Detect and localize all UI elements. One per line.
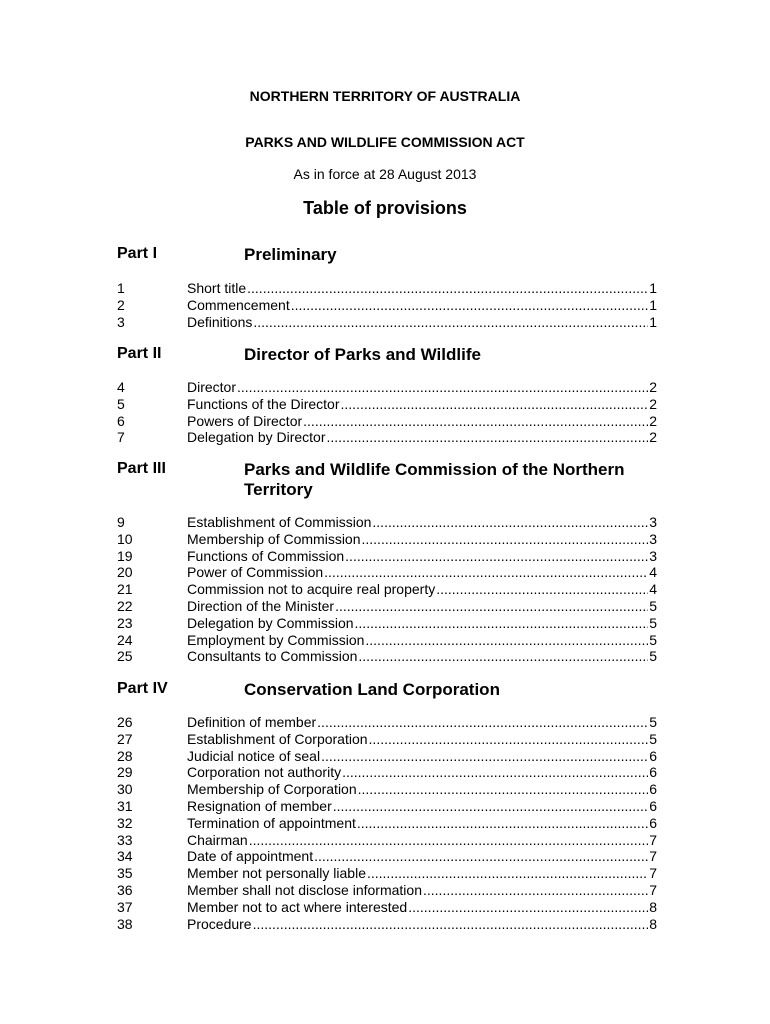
page-number: 6 xyxy=(649,764,657,781)
section-number: 5 xyxy=(117,395,125,412)
toc-entry[interactable] xyxy=(117,648,657,665)
toc-entry[interactable] xyxy=(117,731,657,748)
toc-entry[interactable] xyxy=(117,832,657,849)
page-number: 7 xyxy=(649,848,657,865)
entry-list xyxy=(117,514,657,665)
page-number: 6 xyxy=(649,781,657,798)
section-title: Establishment of Commission xyxy=(187,514,372,530)
section-number: 26 xyxy=(117,714,133,730)
page-number: 1 xyxy=(649,296,657,313)
section-number: 36 xyxy=(117,881,133,898)
section-title: Functions of Commission xyxy=(187,547,345,564)
section-number: 38 xyxy=(117,915,133,932)
page-number: 7 xyxy=(649,881,657,898)
dot-leader xyxy=(362,531,649,548)
section-title: Member not to act where interested xyxy=(187,898,408,915)
part-title: Director of Parks and Wildlife xyxy=(244,345,481,364)
page-number: 6 xyxy=(649,797,657,814)
section-title: Direction of the Minister xyxy=(187,597,335,614)
dot-leader xyxy=(342,764,648,781)
dot-leader xyxy=(253,916,649,933)
toc-entry[interactable] xyxy=(117,899,657,916)
toc-entry[interactable] xyxy=(117,882,657,899)
page-number: 3 xyxy=(649,547,657,564)
section-number: 7 xyxy=(117,429,125,446)
section-number: 28 xyxy=(117,747,133,764)
jurisdiction-heading: NORTHERN TERRITORY OF AUSTRALIA xyxy=(249,88,521,104)
section-title: Functions of the Director xyxy=(187,395,340,412)
part-title: Preliminary xyxy=(244,245,337,264)
section-number: 22 xyxy=(117,597,133,614)
dot-leader xyxy=(357,815,648,832)
page-number: 2 xyxy=(649,379,657,395)
act-title: PARKS AND WILDLIFE COMMISSION ACT xyxy=(245,134,525,150)
section-title: Employment by Commission xyxy=(187,631,365,648)
section-title: Powers of Director xyxy=(187,412,303,429)
section-title: Definitions xyxy=(187,313,253,330)
page-number: 6 xyxy=(649,747,657,764)
page-number: 4 xyxy=(649,581,657,598)
dot-leader xyxy=(358,648,648,665)
toc-entry[interactable] xyxy=(117,714,657,731)
toc-entry[interactable] xyxy=(117,396,657,413)
section-number: 30 xyxy=(117,781,133,798)
page-number: 2 xyxy=(649,395,657,412)
page-number: 4 xyxy=(649,564,657,581)
dot-leader xyxy=(247,280,648,297)
section-title: Chairman xyxy=(187,831,248,848)
section-number: 34 xyxy=(117,848,133,865)
section-title: Date of appointment xyxy=(187,848,314,865)
page-number: 5 xyxy=(649,597,657,614)
toc-entry[interactable] xyxy=(117,781,657,798)
dot-leader xyxy=(291,297,649,314)
dot-leader xyxy=(341,396,649,413)
toc-entry[interactable] xyxy=(117,615,657,632)
page-number: 1 xyxy=(649,313,657,330)
dot-leader xyxy=(365,632,648,649)
page-number: 8 xyxy=(649,898,657,915)
section-title: Member not personally liable xyxy=(187,865,366,882)
section-title: Establishment of Corporation xyxy=(187,730,368,747)
section-number: 4 xyxy=(117,379,125,395)
part-title: Parks and Wildlife Commission of the Northern Territory xyxy=(244,460,625,499)
entry-list xyxy=(117,379,657,446)
section-number: 21 xyxy=(117,581,133,598)
page-number: 8 xyxy=(649,915,657,932)
section-number: 27 xyxy=(117,730,133,747)
dot-leader xyxy=(408,899,648,916)
dot-leader xyxy=(335,598,648,615)
section-title: Consultants to Commission xyxy=(187,648,358,665)
dot-leader xyxy=(423,882,648,899)
toc-entry[interactable] xyxy=(117,848,657,865)
section-number: 23 xyxy=(117,614,133,631)
dot-leader xyxy=(436,581,648,598)
section-title: Commission not to acquire real property xyxy=(187,581,436,598)
section-title: Membership of Commission xyxy=(187,530,361,547)
section-title: Definition of member xyxy=(187,714,317,730)
section-title: Delegation by Director xyxy=(187,429,326,446)
section-title: Director xyxy=(187,379,237,395)
part-label: Part III xyxy=(117,460,166,477)
page-number: 5 xyxy=(649,730,657,747)
dot-leader xyxy=(253,314,648,331)
section-number: 29 xyxy=(117,764,133,781)
dot-leader xyxy=(369,731,649,748)
dot-leader xyxy=(367,865,648,882)
section-title: Membership of Corporation xyxy=(187,781,357,798)
page-number: 5 xyxy=(649,714,657,730)
toc-entry[interactable] xyxy=(117,297,657,314)
toc-entry[interactable] xyxy=(117,748,657,765)
part-label: Part II xyxy=(117,345,162,362)
section-title: Termination of appointment xyxy=(187,814,356,831)
section-number: 32 xyxy=(117,814,133,831)
toc-entry[interactable] xyxy=(117,514,657,531)
section-title: Commencement xyxy=(187,296,290,313)
dot-leader xyxy=(249,832,649,849)
page-number: 5 xyxy=(649,614,657,631)
section-title: Short title xyxy=(187,280,247,296)
section-title: Member shall not disclose information xyxy=(187,881,422,898)
section-title: Delegation by Commission xyxy=(187,614,354,631)
toc-entry[interactable] xyxy=(117,379,657,396)
toc-entry[interactable] xyxy=(117,429,657,446)
page-number: 1 xyxy=(649,280,657,296)
section-number: 25 xyxy=(117,648,133,665)
part-label: Part IV xyxy=(117,680,168,697)
dot-leader xyxy=(324,564,648,581)
section-number: 9 xyxy=(117,514,125,530)
toc-entry[interactable] xyxy=(117,314,657,331)
section-number: 20 xyxy=(117,564,133,581)
toc-title: Table of provisions xyxy=(303,198,467,218)
dot-leader xyxy=(314,848,648,865)
toc-entry[interactable] xyxy=(117,764,657,781)
toc-entry[interactable] xyxy=(117,531,657,548)
page-number: 5 xyxy=(649,648,657,665)
toc-entry[interactable] xyxy=(117,413,657,430)
entry-list xyxy=(117,280,657,330)
toc-entry[interactable] xyxy=(117,581,657,598)
section-number: 37 xyxy=(117,898,133,915)
toc-entry[interactable] xyxy=(117,916,657,933)
section-title: Judicial notice of seal xyxy=(187,747,321,764)
in-force-date: As in force at 28 August 2013 xyxy=(293,166,477,182)
page-number: 6 xyxy=(649,814,657,831)
part-title: Conservation Land Corporation xyxy=(244,680,500,699)
section-number: 3 xyxy=(117,313,125,330)
page-number: 7 xyxy=(649,831,657,848)
dot-leader xyxy=(358,781,649,798)
page-number: 5 xyxy=(649,631,657,648)
dot-leader xyxy=(237,379,648,396)
section-number: 31 xyxy=(117,797,133,814)
part-label: Part I xyxy=(117,245,158,262)
page-number: 2 xyxy=(649,412,657,429)
dot-leader xyxy=(317,714,648,731)
dot-leader xyxy=(345,548,648,565)
toc-entry[interactable] xyxy=(117,632,657,649)
toc-entry[interactable] xyxy=(117,548,657,565)
section-number: 35 xyxy=(117,865,133,882)
page-number: 7 xyxy=(649,865,657,882)
toc-entry[interactable] xyxy=(117,280,657,297)
section-number: 1 xyxy=(117,280,125,296)
dot-leader xyxy=(333,798,648,815)
section-number: 10 xyxy=(117,530,133,547)
toc-entry[interactable] xyxy=(117,865,657,882)
section-number: 2 xyxy=(117,296,125,313)
dot-leader xyxy=(355,615,649,632)
entry-list xyxy=(117,714,657,932)
section-number: 19 xyxy=(117,547,133,564)
section-number: 6 xyxy=(117,412,125,429)
toc-entry[interactable] xyxy=(117,798,657,815)
page-number: 2 xyxy=(649,429,657,446)
dot-leader xyxy=(327,429,649,446)
toc-entry[interactable] xyxy=(117,564,657,581)
section-number: 33 xyxy=(117,831,133,848)
dot-leader xyxy=(321,748,648,765)
section-title: Power of Commission xyxy=(187,564,324,581)
dot-leader xyxy=(372,514,648,531)
page-number: 3 xyxy=(649,514,657,530)
page-number: 3 xyxy=(649,530,657,547)
section-title: Procedure xyxy=(187,915,252,932)
toc-entry[interactable] xyxy=(117,815,657,832)
dot-leader xyxy=(303,413,648,430)
section-title: Resignation of member xyxy=(187,797,332,814)
section-number: 24 xyxy=(117,631,133,648)
toc-entry[interactable] xyxy=(117,598,657,615)
section-title: Corporation not authority xyxy=(187,764,342,781)
